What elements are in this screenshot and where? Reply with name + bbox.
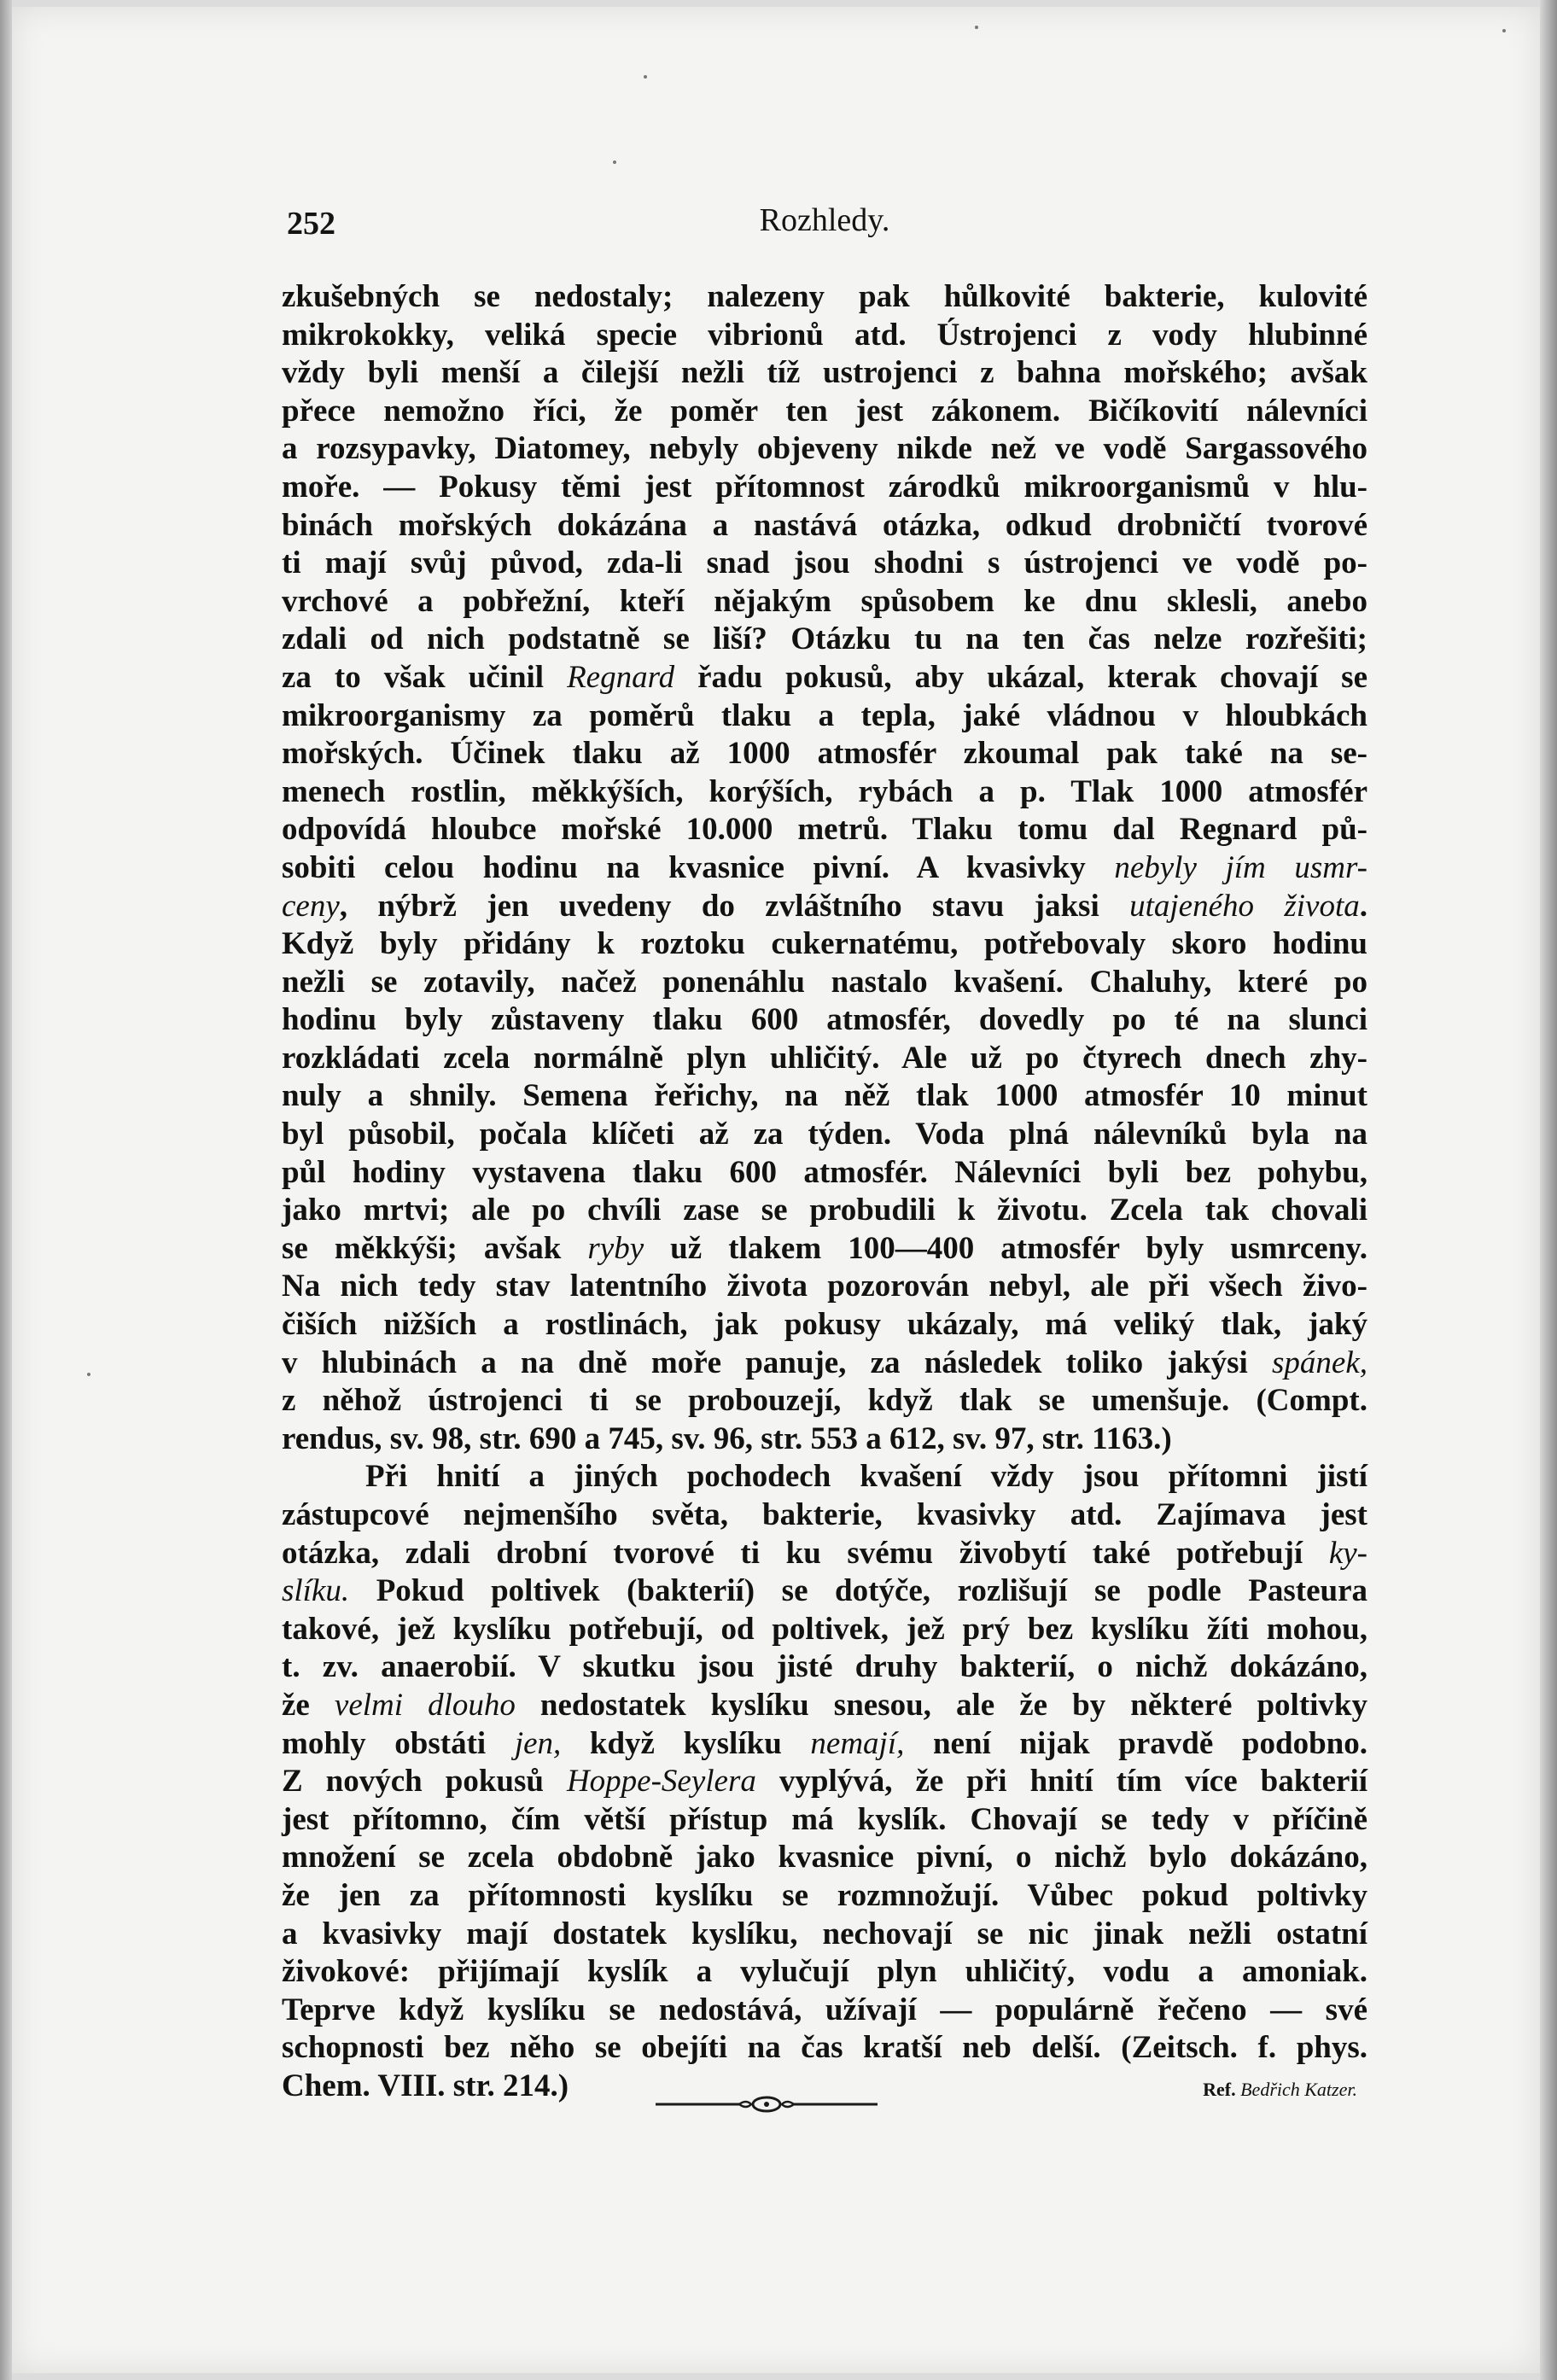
text-line: jako mrtvi; ale po chvíli zase se probudili k životu. Zcela tak chovali <box>282 1193 1367 1228</box>
tailpiece-ornament-icon <box>656 2091 878 2117</box>
text-line: jest přítomno, čím větší přístup má kyslík. Chovají se tedy v příčině <box>282 1801 1367 1837</box>
text-line: schopnosti bez něho se obejíti na čas kratší neb delší. (Zeitsch. f. phys. <box>282 2030 1367 2066</box>
text-line: mikrokokky, veliká specie vibrionů atd. Ústrojenci z vody hlubinné <box>282 317 1367 353</box>
text-line: byl působil, počala klíčeti až za týden. Voda plná nálevníků byla na <box>282 1117 1367 1152</box>
text-line: slíku. Pokud poltivek (bakterií) se dotýče, rozlišují se podle Pasteura <box>282 1573 1367 1609</box>
emphasized-term: ceny <box>282 888 340 924</box>
text-line: čiších nižších a rostlinách, jak pokusy ukázaly, má veliký tlak, jaký <box>282 1307 1367 1343</box>
emphasized-term: slíku. <box>282 1573 350 1609</box>
text-line: otázka, zdali drobní tvorové ti ku svému živobytí také potřebují ky- <box>282 1535 1367 1571</box>
text-line: hodinu byly zůstaveny tlaku 600 atmosfér, dovedly po té na slunci <box>282 1002 1367 1038</box>
text-line: se měkkýši; avšak ryby už tlakem 100—400 atmosfér byly usmrceny. <box>282 1230 1367 1266</box>
section-title: Rozhledy. <box>759 202 890 238</box>
scan-edge-left <box>0 0 12 2380</box>
article-text <box>282 278 1367 2106</box>
text-line: binách mořských dokázána a nastává otázka, odkud drobničtí tvorové <box>282 507 1367 543</box>
text-line: mohly obstáti jen, když kyslíku nemají, není nijak pravdě podobno. <box>282 1725 1367 1761</box>
emphasized-term: nebyly jím usmr- <box>1114 849 1367 885</box>
text-line: sobiti celou hodinu na kvasnice pivní. A kvasivky nebyly jím usmr- <box>282 849 1367 885</box>
text-line: rozkládati zcela normálně plyn uhličitý. Ale už po čtyrech dnech zhy- <box>282 1040 1367 1076</box>
text-line: přece nemožno říci, že poměr ten jest zákonem. Bičíkovití nálevníci <box>282 393 1367 429</box>
text-line: nežli se zotavily, načež ponenáhlu nastalo kvašení. Chaluhy, které po <box>282 964 1367 1000</box>
emphasized-term: velmi dlouho <box>334 1687 516 1723</box>
text-line: ti mají svůj původ, zda-li snad jsou shodni s ústrojenci ve vodě po- <box>282 545 1367 581</box>
text-line: t. zv. anaerobií. V skutku jsou jisté druhy bakterií, o nichž dokázáno, <box>282 1649 1367 1685</box>
text-line: a rozsypavky, Diatomey, nebyly objeveny nikde než ve vodě Sargassového <box>282 431 1367 467</box>
paragraph-end-line: rendus, sv. 98, str. 690 a 745, sv. 96, str. 553 a 612, sv. 97, str. 1163.) <box>282 1420 1172 1456</box>
page-number: 252 <box>287 206 335 242</box>
paragraph-end-line: Chem. VIII. str. 214.) <box>282 2068 569 2103</box>
paragraph-start-line: Při hnití a jiných pochodech kvašení vždy jsou přítomni jistí <box>365 1459 1367 1495</box>
text-line: ceny, nýbrž jen uvedeny do zvláštního stavu jaksi utajeného života. <box>282 888 1367 924</box>
text-line: a kvasivky mají dostatek kyslíku, nechovají se nic jinak nežli ostatní <box>282 1916 1367 1951</box>
text-line: Z nových pokusů Hoppe-Seylera vyplývá, že při hnití tím více bakterií <box>282 1764 1368 1800</box>
text-line: mořských. Účinek tlaku až 1000 atmosfér zkoumal pak také na se- <box>282 736 1367 772</box>
signature-prefix: Ref. <box>1203 2078 1236 2100</box>
text-line: takové, jež kyslíku potřebují, od poltivek, jež prý bez kyslíku žíti mohou, <box>282 1611 1367 1647</box>
emphasized-term: ky- <box>1328 1535 1367 1571</box>
emphasized-term: spánek, <box>1272 1345 1367 1380</box>
text-line: v hlubinách a na dně moře panuje, za následek toliko jakýsi spánek, <box>282 1345 1367 1380</box>
text-line: že velmi dlouho nedostatek kyslíku snesou, ale že by některé poltivky <box>282 1687 1367 1723</box>
text-line: za to však učinil Regnard řadu pokusů, aby ukázal, kterak chovají se <box>282 659 1367 695</box>
text-line: vždy byli menší a čilejší nežli tíž ustrojenci z bahna mořského; avšak <box>282 355 1367 391</box>
emphasized-term: nemají, <box>810 1725 905 1761</box>
emphasized-term: ryby <box>587 1230 644 1266</box>
text-line: menech rostlin, měkkýších, korýších, rybách a p. Tlak 1000 atmosfér <box>282 773 1367 809</box>
emphasized-term: utajeného života <box>1129 888 1360 924</box>
text-line: živokové: přijímají kyslík a vylučují plyn uhličitý, vodu a amoniak. <box>282 1954 1367 1990</box>
signature-name: Bedřich Katzer. <box>1240 2078 1357 2100</box>
text-line: Na nich tedy stav latentního života pozorován nebyl, ale při všech živo- <box>282 1269 1367 1304</box>
scan-edge-right <box>1540 0 1557 2380</box>
text-line: vrchové a pobřežní, kteří nějakým spůsobem ke dnu sklesli, anebo <box>282 583 1367 619</box>
emphasized-term: Hoppe-Seylera <box>566 1764 756 1800</box>
text-line: z něhož ústrojenci ti se probouzejí, když tlak se umenšuje. (Compt. <box>282 1383 1367 1419</box>
author-signature <box>1203 2080 1357 2099</box>
text-line: zdali od nich podstatně se liší? Otázku tu na ten čas nelze rozřešiti; <box>282 621 1367 657</box>
text-line: Teprve když kyslíku se nedostává, užívají — populárně řečeno — své <box>282 1992 1367 2027</box>
text-line: Když byly přidány k roztoku cukernatému, potřebovaly skoro hodinu <box>282 926 1367 962</box>
emphasized-term: Regnard <box>567 659 675 695</box>
running-head <box>287 201 1362 244</box>
text-line: zkušebných se nedostaly; nalezeny pak hůlkovité bakterie, kulovité <box>282 279 1367 314</box>
text-line: odpovídá hloubce mořské 10.000 metrů. Tlaku tomu dal Regnard pů- <box>282 812 1367 848</box>
text-line: množení se zcela obdobně jako kvasnice pivní, o nichž bylo dokázáno, <box>282 1840 1367 1875</box>
text-line: mikroorganismy za poměrů tlaku a tepla, jaké vládnou v hloubkách <box>282 697 1367 733</box>
emphasized-term: jen, <box>514 1725 562 1761</box>
text-line: půl hodiny vystavena tlaku 600 atmosfér. Nálevníci byli bez pohybu, <box>282 1154 1367 1190</box>
text-line: nuly a shnily. Semena řeřichy, na něž tlak 1000 atmosfér 10 minut <box>282 1078 1367 1114</box>
text-line: že jen za přítomnosti kyslíku se rozmnožují. Vůbec pokud poltivky <box>282 1877 1367 1913</box>
text-line: moře. — Pokusy těmi jest přítomnost zárodků mikroorganismů v hlu- <box>282 469 1367 505</box>
text-line: zástupcové nejmenšího světa, bakterie, kvasivky atd. Zajímava jest <box>282 1497 1367 1532</box>
